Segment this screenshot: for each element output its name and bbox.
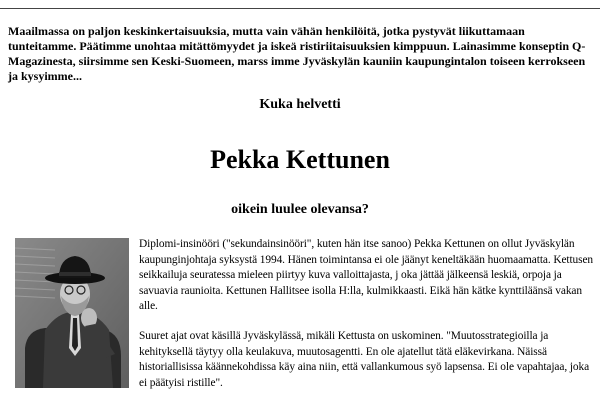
article-body: [139, 237, 594, 405]
body-paragraph: Diplomi-insinööri ("sekundainsinööri", kuten hän itse sanoo) Pekka Kettunen on ollut Jyväskylän kaupunginjohtaja syksystä 1994. Hänen toimintansa ei ole jäänyt keneltäkään huomaamatta. Kettusen seikkailuja seuratessa mieleen piirtyy kuva valloittajasta, j oka jättää jälkeensä leskiä, orpoja ja savuavia raunioita. Kettunen Hallitsee isolla H:lla, kulmikkaasti. Eikä hän kätke kynttiläänsä vakan alle.: [139, 238, 594, 313]
kicker-heading: Kuka helvetti: [259, 97, 341, 112]
sub-heading: oikein luulee olevansa?: [231, 202, 369, 217]
article-headline: Pekka Kettunen: [210, 145, 390, 174]
portrait-photo: [15, 238, 129, 388]
top-divider: [0, 8, 600, 9]
intro-paragraph: Maailmassa on paljon keskinkertaisuuksia, mutta vain vähän henkilöitä, jotka pystyvät liikuttamaan tunteitamme. Päätimme unohtaa mitättömyydet ja iskeä ristiriitaisuuksien kimppuun. Lainasimme konseptin Q-Magazinesta, siirsimme sen Keski-Suomeen, marss imme Jyväskylän kauniin kaupungintalon toiseen kerrokseen ja kysyimme...: [8, 24, 586, 83]
body-paragraph: Suuret ajat ovat käsillä Jyväskylässä, mikäli Kettusta on uskominen. "Muutosstrategioilla ja kehityksellä täytyy olla keulakuva, muutosagentti. En ole ajatellut tätä eläkevirkana. Näissä historiallisissa käännekohdissa käy aina niin, että vallankumous syö lapsensa. Ei ole vapahtajaa, joka ei päätyisi ristille".: [139, 329, 590, 389]
